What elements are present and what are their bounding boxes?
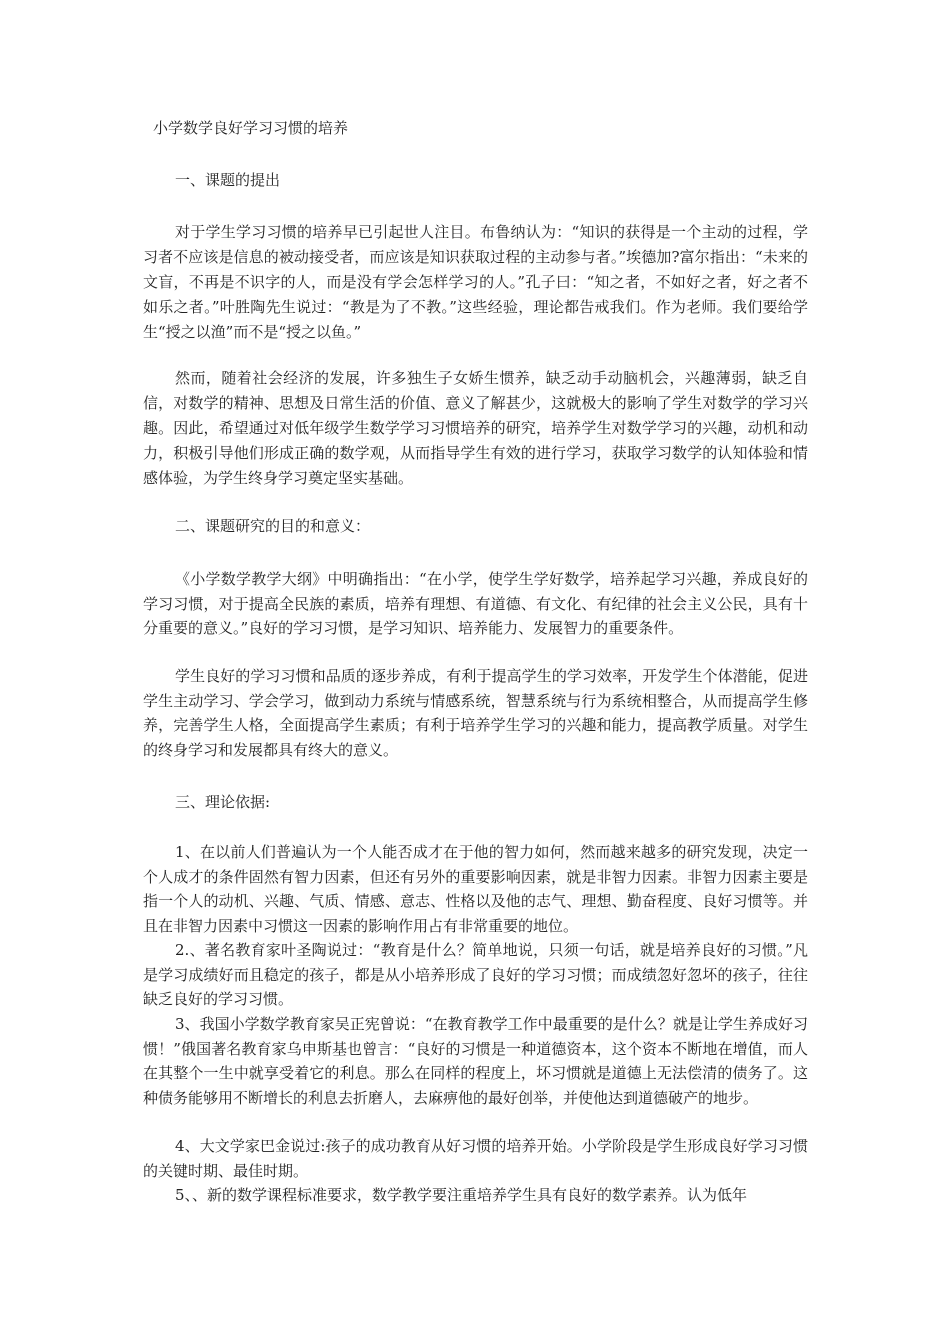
section-heading-3: 三、理论依据: [175,793,271,811]
paragraph: 3、我国小学数学教育家吴正宪曾说：“在教育教学工作中最重要的是什么？就是让学生养成好习惯！”俄国著名教育家乌申斯基也曾言：“良好的习惯是一种道德资本，这个资本不断地在增值，而人在其整个一生中就享受着它的利息。那么在同样的程度上，坏习惯就是道德上无法偿清的债务了。这种债务能够用不断增长的利息去折磨人，去麻痹他的最好创举，并使他达到道德破产的地步。 [143,1015,808,1107]
paragraph: 2.、著名教育家叶圣陶说过：“教育是什么？简单地说，只须一句话，就是培养良好的习惯。”凡是学习成绩好而且稳定的孩子，都是从小培养形成了良好的学习习惯；而成绩忽好忽坏的孩子，往往缺乏良好的学习习惯。 [143,941,808,1008]
paragraph: 《小学数学教学大纲》中明确指出：“在小学，使学生学好数学，培养起学习兴趣，养成良好的学习习惯，对于提高全民族的素质，培养有理想、有道德、有文化、有纪律的社会主义公民，具有十分重要的意义。”良好的学习习惯，是学习知识、培养能力、发展智力的重要条件。 [143,570,808,637]
paragraph: 然而，随着社会经济的发展，许多独生子女娇生惯养，缺乏动手动脑机会，兴趣薄弱，缺乏自信，对数学的精神、思想及日常生活的价值、意义了解甚少，这就极大的影响了学生对数学的学习兴趣。因此，希望通过对低年级学生数学学习习惯培养的研究，培养学生对数学学习的兴趣，动机和动力，积极引导他们形成正确的数学观，从而指导学生有效的进行学习，获取学习数学的认知体验和情感体验，为学生终身学习奠定坚实基础。 [143,369,808,487]
paragraph: 1、在以前人们普遍认为一个人能否成才在于他的智力如何，然而越来越多的研究发现，决定一个人成才的条件固然有智力因素，但还有另外的重要影响因素，就是非智力因素。非智力因素主要是指一个人的动机、兴趣、气质、情感、意志、性格以及他的志气、理想、勤奋程度、良好习惯等。并且在非智力因素中习惯这一因素的影响作用占有非常重要的地位。 [143,843,808,935]
paragraph: 4、大文学家巴金说过:孩子的成功教育从好习惯的培养开始。小学阶段是学生形成良好学习习惯的关键时期、最佳时期。 [143,1137,808,1180]
document-title: 小学数学良好学习习惯的培养 [153,119,349,137]
paragraph: 学生良好的学习习惯和品质的逐步养成，有利于提高学生的学习效率，开发学生个体潜能，促进学生主动学习、学会学习，做到动力系统与情感系统，智慧系统与行为系统相整合，从而提高学生修养，完善学生人格，全面提高学生素质；有利于培养学生学习的兴趣和能力，提高教学质量。对学生的终身学习和发展都具有终大的意义。 [143,667,808,759]
paragraph: 对于学生学习习惯的培养早已引起世人注目。布鲁纳认为：“知识的获得是一个主动的过程，学习者不应该是信息的被动接受者，而应该是知识获取过程的主动参与者。”埃德加?富尔指出：“未来的文盲，不再是不识字的人，而是没有学会怎样学习的人。”孔子曰：“知之者，不如好之者，好之者不如乐之者。”叶胜陶先生说过：“教是为了不教。”这些经验，理论都告戒我们。作为老师。我们要给学生“授之以渔”而不是“授之以鱼。” [143,223,808,341]
section-heading-1: 一、课题的提出 [175,171,281,189]
paragraph: 5、、新的数学课程标准要求，数学教学要注重培养学生具有良好的数学素养。认为低年 [175,1186,748,1204]
section-heading-2: 二、课题研究的目的和意义： [175,517,371,535]
